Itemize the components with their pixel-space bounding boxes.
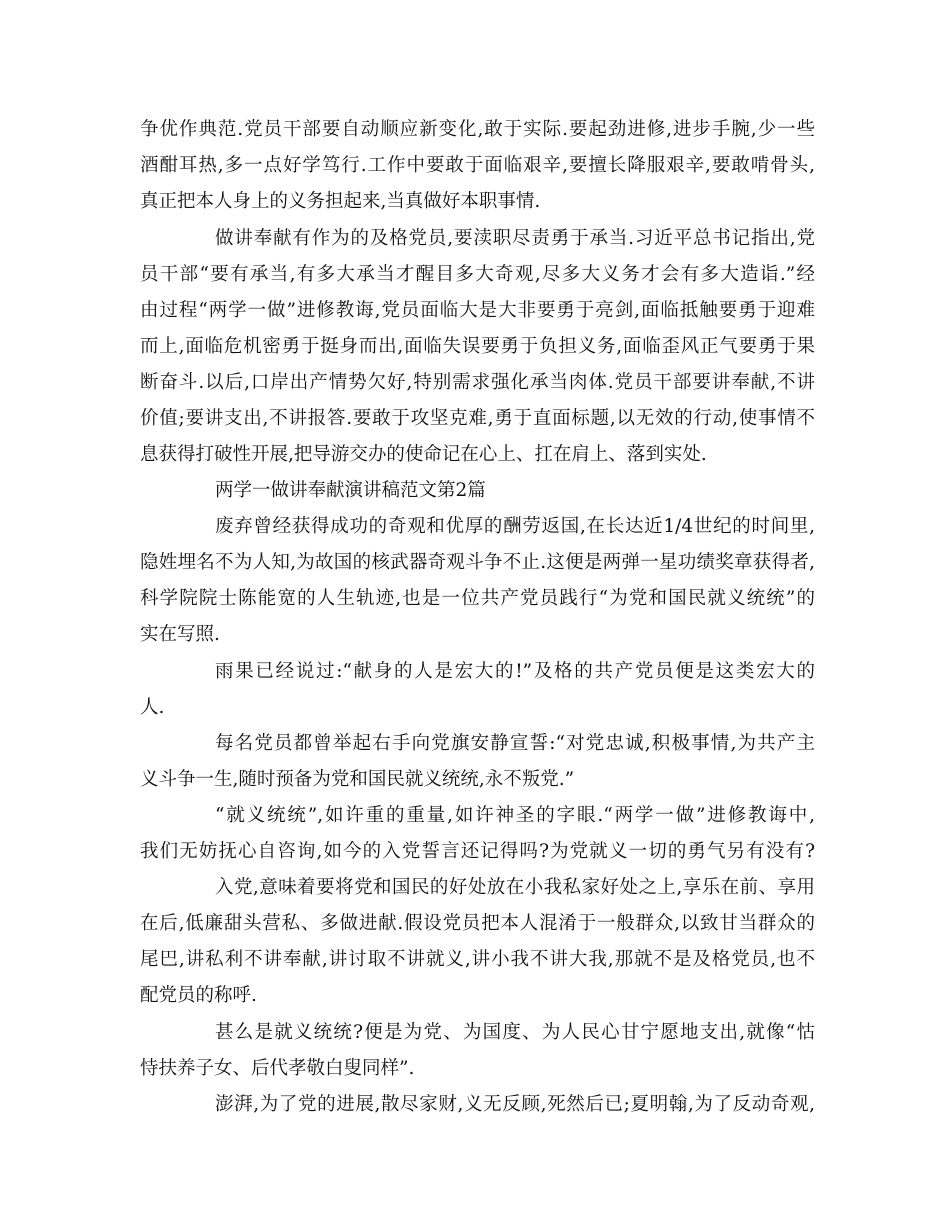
body-text-line: 科学院院士陈能宽的人生轨迹,也是一位共产党员践行“为党和国民就义统统”的	[140, 588, 815, 609]
body-text-line: 员干部“要有承当,有多大承当才醒目多大奇观,尽多大义务才会有多大造诣.”经	[140, 264, 815, 285]
paragraph-first-line: 废弃曾经获得成功的奇观和优厚的酬劳返国,在长达近1/4世纪的时间里,	[215, 516, 815, 537]
section-title: 两学一做讲奉献演讲稿范文第2篇	[215, 480, 486, 501]
paragraph-first-line: 做讲奉献有作为的及格党员,要渎职尽责勇于承当.习近平总书记指出,党	[215, 228, 815, 249]
body-text-line: 我们无妨抚心自咨询,如今的入党誓言还记得吗?为党就义一切的勇气另有没有?	[140, 841, 815, 862]
body-text-line: 实在写照.	[140, 624, 220, 645]
body-text-line: 酒酣耳热,多一点好学笃行.工作中要敢于面临艰辛,要擅长降服艰辛,要敢啃骨头,	[140, 155, 815, 176]
body-text-line: 由过程“两学一做”进修教诲,党员面临大是大非要勇于亮剑,面临抵触要勇于迎难	[140, 300, 815, 321]
paragraph-first-line: 每名党员都曾举起右手向党旗安静宣誓:“对党忠诚,积极事情,为共产主	[215, 733, 815, 754]
body-text-line: 隐姓埋名不为人知,为故国的核武器奇观斗争不止.这便是两弹一星功绩奖章获得者,	[140, 552, 815, 573]
paragraph-first-line: 雨果已经说过:“献身的人是宏大的!”及格的共产党员便是这类宏大的	[215, 661, 815, 682]
body-text-line: 配党员的称呼.	[140, 985, 257, 1006]
body-text-line: 真正把本人身上的义务担起来,当真做好本职事情.	[140, 191, 541, 212]
paragraph-first-line: “就义统统”,如许重的重量,如许神圣的字眼.“两学一做”进修教诲中,	[215, 805, 815, 826]
body-text-line: 恃扶养子女、后代孝敬白叟同样”.	[140, 1058, 415, 1079]
paragraph-first-line: 澎湃,为了党的进展,散尽家财,义无反顾,死然后已;夏明翰,为了反动奇观,	[215, 1094, 815, 1115]
body-text-line: 息获得打破性开展,把导游交办的使命记在心上、扛在肩上、落到实处.	[140, 444, 707, 465]
body-text-line: 争优作典范.党员干部要自动顺应新变化,敢于实际.要起劲进修,进步手腕,少一些	[140, 119, 815, 140]
paragraph-first-line: 甚么是就义统统?便是为党、为国度、为人民心甘宁愿地支出,就像“怙	[215, 1022, 815, 1043]
body-text-line: 而上,面临危机密勇于挺身而出,面临失误要勇于负担义务,面临歪风正气要勇于果	[140, 336, 815, 357]
body-text-line: 义斗争一生,随时预备为党和国民就义统统,永不叛党.”	[140, 769, 575, 790]
body-text-line: 尾巴,讲私利不讲奉献,讲讨取不讲就义,讲小我不讲大我,那就不是及格党员,也不	[140, 949, 815, 970]
body-text-line: 断奋斗.以后,口岸出产情势欠好,特别需求强化承当肉体.党员干部要讲奉献,不讲	[140, 372, 815, 393]
paragraph-first-line: 入党,意味着要将党和国民的好处放在小我私家好处之上,享乐在前、享用	[215, 877, 815, 898]
body-text-line: 在后,低廉甜头营私、多做进献.假设党员把本人混淆于一般群众,以致甘当群众的	[140, 913, 815, 934]
body-text-line: 价值;要讲支出,不讲报答.要敢于攻坚克难,勇于直面标题,以无效的行动,使事情不	[140, 408, 815, 429]
body-text-line: 人.	[140, 697, 165, 718]
